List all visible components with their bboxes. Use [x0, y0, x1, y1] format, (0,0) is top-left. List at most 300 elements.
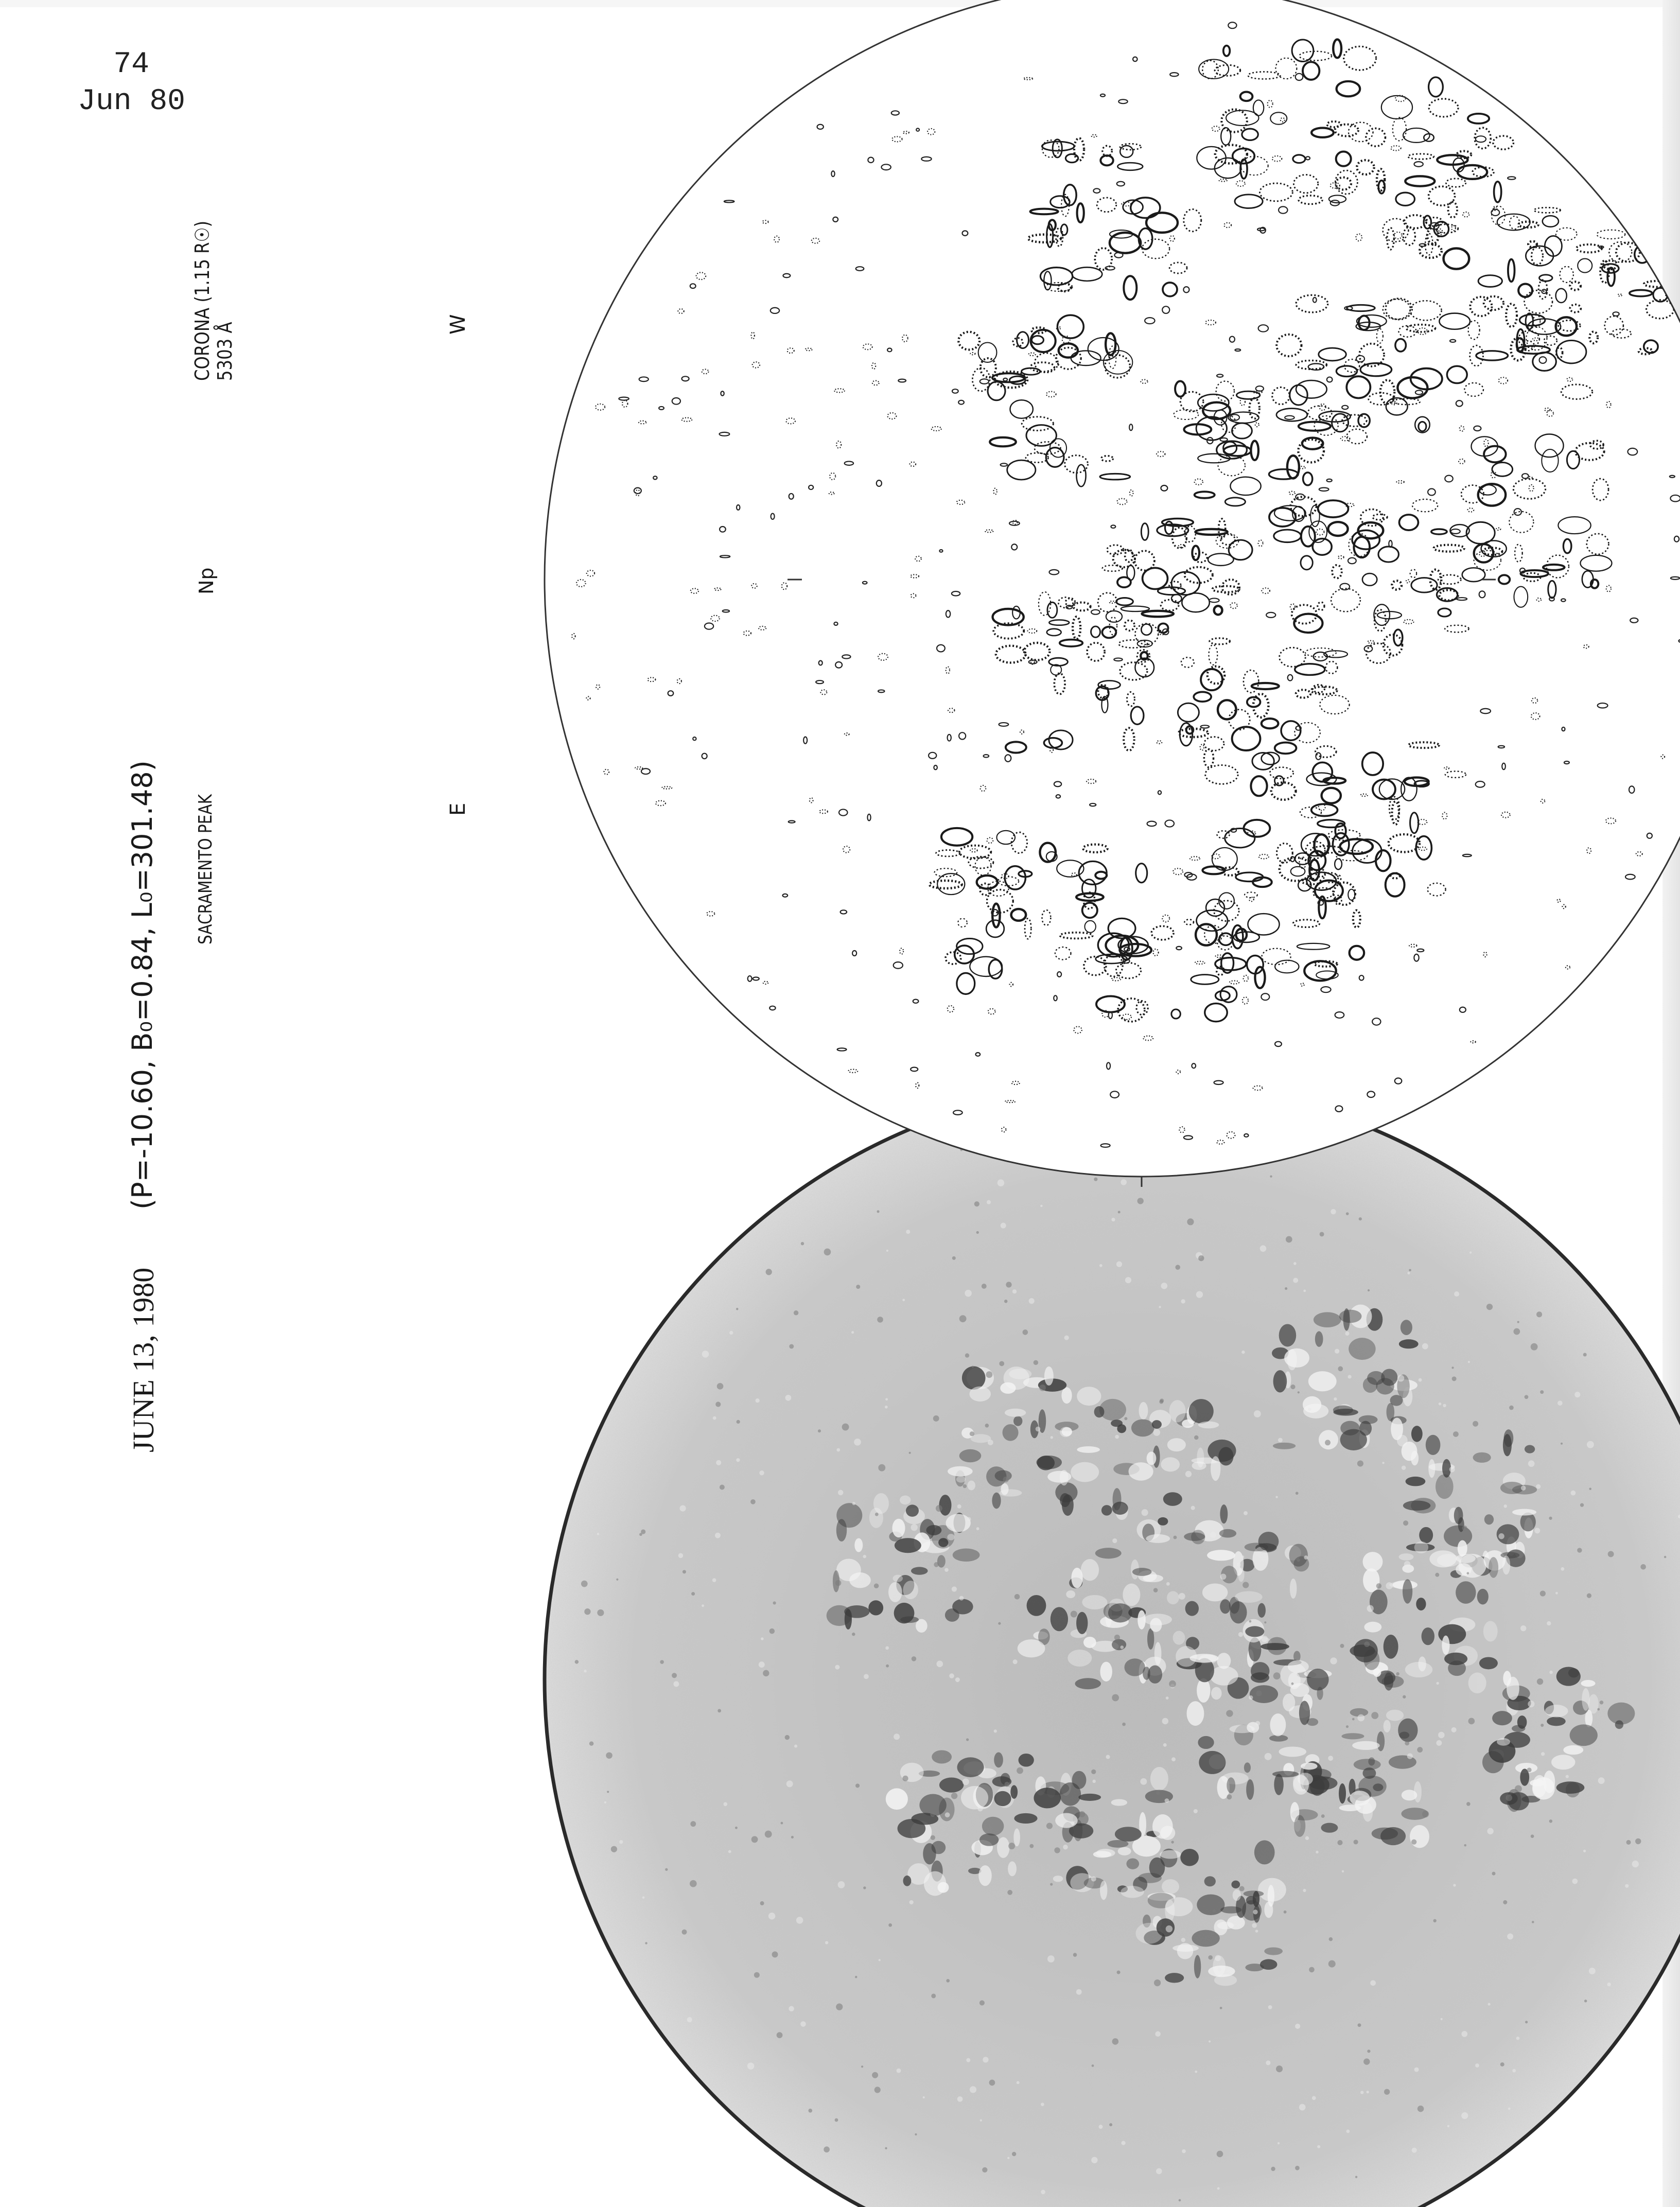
magnetic-network-speck: [1217, 2187, 1220, 2190]
magnetic-network-speck: [1325, 1440, 1331, 1445]
magnetic-network-speck: [1297, 1558, 1300, 1562]
magnetic-network-speck: [955, 1677, 960, 1682]
magnetic-network-speck: [920, 1836, 923, 1840]
bright-plus-patch: [1083, 1637, 1096, 1648]
dark-minus-patch: [1219, 1529, 1236, 1538]
bright-plus-patch: [1182, 1420, 1194, 1428]
bright-plus-patch: [1468, 1673, 1486, 1694]
magnetic-network-speck: [897, 2069, 901, 2073]
magnetic-network-speck: [1117, 1971, 1121, 1974]
bright-plus-patch: [1414, 1781, 1422, 1802]
bright-plus-patch: [1202, 1583, 1228, 1601]
magnetic-network-speck: [1181, 1938, 1185, 1942]
dark-minus-patch: [1403, 1500, 1430, 1511]
dark-minus-patch: [1350, 1644, 1375, 1657]
bright-plus-patch: [1071, 1462, 1099, 1482]
magnetic-network-speck: [1500, 2062, 1504, 2066]
dark-minus-patch: [1245, 1964, 1264, 1971]
magnetic-network-speck: [1163, 1743, 1167, 1747]
dark-minus-patch: [1147, 1628, 1154, 1650]
bright-plus-patch: [1081, 1559, 1099, 1581]
bright-plus-patch: [1373, 1668, 1381, 1677]
dark-minus-patch: [962, 1366, 986, 1389]
magnetic-network-speck: [1346, 2129, 1350, 2133]
bright-plus-patch: [1000, 1382, 1016, 1394]
dark-minus-patch: [1349, 1338, 1376, 1360]
magnetic-network-speck: [1166, 1925, 1172, 1932]
magnetic-network-speck: [855, 1976, 857, 1978]
magnetic-network-speck: [1154, 1980, 1161, 1986]
bright-plus-patch: [1410, 1825, 1429, 1848]
magnetic-network-speck: [1115, 1435, 1119, 1439]
bright-plus-patch: [1060, 1470, 1069, 1485]
magnetic-network-speck: [1187, 1218, 1194, 1225]
magnetic-network-speck: [1116, 1262, 1122, 1267]
magnetic-network-speck: [1255, 1930, 1258, 1933]
dark-minus-patch: [1163, 1492, 1182, 1506]
magnetic-network-speck: [691, 1592, 695, 1596]
bright-plus-patch: [1066, 1590, 1075, 1598]
magnetic-network-speck: [1358, 2023, 1361, 2027]
magnetic-network-speck: [1438, 1732, 1445, 1739]
magnetic-network-speck: [875, 1513, 879, 1516]
bright-plus-patch: [1198, 1422, 1219, 1429]
magnetic-network-speck: [789, 1344, 794, 1348]
magnetic-network-speck: [1367, 2091, 1369, 2093]
bright-plus-patch: [1352, 1741, 1380, 1750]
dark-minus-patch: [1013, 1416, 1022, 1426]
dark-minus-patch: [932, 1750, 952, 1763]
bright-plus-patch: [1551, 1755, 1575, 1770]
bright-plus-patch: [1008, 1861, 1017, 1876]
magnetic-network-speck: [1210, 1532, 1216, 1538]
bright-plus-patch: [1456, 1563, 1472, 1576]
dark-minus-patch: [1416, 1598, 1426, 1610]
dark-minus-patch: [926, 1525, 941, 1535]
bright-plus-patch: [1150, 1767, 1168, 1791]
dark-minus-patch: [1027, 1595, 1046, 1616]
magnetic-network-speck: [965, 1353, 969, 1357]
magnetic-network-speck: [1540, 1390, 1544, 1394]
magnetic-network-speck: [597, 1609, 604, 1616]
magnetic-network-speck: [1589, 1968, 1596, 1974]
bright-plus-patch: [1001, 1483, 1008, 1495]
magnetic-network-speck: [1371, 1712, 1378, 1719]
dark-minus-patch: [1339, 1310, 1362, 1323]
magnetic-network-speck: [1156, 1791, 1160, 1795]
magnetic-network-speck: [1194, 1809, 1198, 1813]
dark-minus-patch: [1191, 1530, 1205, 1544]
dark-minus-patch: [1112, 1639, 1126, 1651]
magnetic-network-speck: [1549, 1671, 1553, 1674]
magnetic-network-speck: [1017, 1767, 1023, 1774]
magnetic-network-speck: [936, 1661, 943, 1668]
magnetic-network-speck: [1436, 1682, 1439, 1685]
magnetic-network-speck: [773, 1601, 776, 1604]
magnetic-network-speck: [1439, 1403, 1442, 1406]
dark-minus-patch: [1299, 1701, 1310, 1725]
dark-minus-patch: [1607, 1703, 1635, 1725]
dark-minus-patch: [1307, 1669, 1328, 1691]
magnetic-network-speck: [1217, 2151, 1223, 2158]
magnetic-network-speck: [1324, 1387, 1328, 1391]
magnetic-network-speck: [886, 1250, 888, 1252]
bright-plus-patch: [892, 1519, 905, 1537]
bright-plus-patch: [1503, 1671, 1511, 1686]
ephemeris-params: (P=-10.60, B₀=0.84, L₀=301.48): [126, 760, 159, 1210]
magnetic-network-speck: [1536, 1484, 1541, 1489]
magnetic-network-speck: [1461, 2112, 1468, 2119]
magnetic-network-speck: [1466, 1572, 1469, 1574]
magnetic-network-speck: [1241, 1351, 1245, 1354]
magnetic-network-speck: [946, 1979, 950, 1983]
magnetic-network-speck: [1417, 2106, 1424, 2112]
magnetic-network-speck: [1433, 1919, 1436, 1922]
kitt-peak-magnetogram-disk: [545, 1082, 1680, 2207]
dark-minus-patch: [1556, 1667, 1581, 1686]
magnetic-network-speck: [989, 2080, 995, 2086]
dark-minus-patch: [1492, 1711, 1512, 1725]
magnetic-network-speck: [1036, 1427, 1041, 1432]
magnetic-network-speck: [842, 1424, 849, 1431]
dark-minus-patch: [1192, 1930, 1219, 1947]
dark-minus-patch: [1267, 1637, 1287, 1655]
magnetic-network-speck: [1166, 1582, 1170, 1586]
magnetic-network-speck: [575, 1660, 579, 1663]
magnetic-network-speck: [1195, 2071, 1197, 2073]
magnetic-network-speck: [1299, 2104, 1306, 2111]
magnetic-network-speck: [976, 1231, 979, 1234]
magnetic-network-speck: [1091, 1770, 1096, 1774]
magnetic-network-speck: [1525, 2021, 1528, 2023]
magnetic-network-speck: [987, 1200, 991, 1204]
magnetic-network-speck: [1122, 1723, 1126, 1726]
magnetic-network-speck: [949, 1673, 954, 1678]
magnetic-network-speck: [885, 1406, 888, 1409]
magnetic-network-speck: [1525, 1395, 1529, 1399]
magnetic-network-speck: [1241, 1555, 1245, 1558]
magnetic-network-speck: [1549, 1819, 1552, 1823]
magnetic-network-speck: [1527, 1767, 1532, 1772]
magnetic-network-speck: [1220, 2007, 1222, 2009]
bright-plus-patch: [1533, 1775, 1547, 1797]
dark-minus-patch: [1076, 1612, 1088, 1634]
bright-plus-patch: [1173, 1631, 1185, 1645]
bright-plus-patch: [948, 1466, 973, 1477]
dark-minus-patch: [1257, 1603, 1265, 1618]
magnetic-network-speck: [642, 1896, 645, 1899]
magnetic-network-speck: [1566, 1775, 1569, 1778]
magnetic-network-speck: [1265, 1753, 1272, 1760]
magnetic-network-speck: [737, 1420, 740, 1424]
magnetic-network-speck: [1589, 1487, 1591, 1490]
magnetic-network-speck: [931, 1993, 936, 1998]
dark-minus-patch: [845, 1609, 852, 1630]
magnetic-network-speck: [1397, 1375, 1404, 1381]
dark-minus-patch: [1126, 1858, 1139, 1869]
bright-plus-patch: [1077, 1387, 1101, 1406]
magnetic-network-speck: [1239, 1886, 1245, 1891]
bright-plus-patch: [869, 1508, 883, 1528]
magnetic-network-speck: [1382, 1462, 1384, 1464]
magnetic-network-speck: [1461, 2031, 1467, 2037]
bright-plus-patch: [1061, 1387, 1072, 1404]
magnetic-network-speck: [945, 1812, 950, 1817]
magnetic-network-speck: [1640, 1564, 1646, 1570]
dark-minus-patch: [1227, 1777, 1235, 1793]
bright-plus-patch: [1264, 1902, 1273, 1918]
bright-plus-patch: [1146, 1534, 1170, 1543]
magnetic-network-speck: [965, 1290, 972, 1297]
magnetic-network-speck: [1407, 1754, 1413, 1759]
magnetic-network-speck: [1284, 1911, 1287, 1914]
magnetic-network-speck: [1309, 1967, 1315, 1973]
magnetic-network-speck: [1580, 1503, 1584, 1507]
magnetic-network-speck: [1409, 1269, 1411, 1271]
dark-minus-patch: [1444, 1653, 1467, 1666]
dark-minus-patch: [1399, 1339, 1419, 1348]
magnetic-network-speck: [1262, 1636, 1268, 1642]
magnetic-network-speck: [1159, 1400, 1163, 1404]
magnetic-network-speck: [607, 1791, 609, 1793]
magnetic-network-speck: [1249, 1695, 1253, 1700]
magnetic-network-speck: [791, 1836, 794, 1838]
magnetic-network-speck: [1153, 1588, 1158, 1592]
magnetic-network-speck: [736, 1458, 740, 1462]
magnetic-network-speck: [1451, 1367, 1454, 1369]
dark-minus-patch: [1398, 1719, 1417, 1742]
magnetic-network-speck: [970, 2086, 976, 2093]
page-number: 74: [113, 48, 149, 81]
dark-minus-patch: [894, 1603, 915, 1623]
magnetic-network-speck: [874, 1583, 879, 1588]
dark-minus-patch: [1051, 1607, 1068, 1631]
magnetic-network-speck: [982, 1284, 987, 1289]
dark-minus-patch: [1230, 1601, 1247, 1623]
magnetic-network-speck: [1468, 1718, 1475, 1725]
magnetic-network-speck: [1532, 1921, 1534, 1923]
magnetic-network-speck: [1346, 1725, 1349, 1728]
magnetic-network-speck: [1001, 1223, 1006, 1229]
magnetic-network-speck: [861, 2065, 863, 2068]
dark-minus-patch: [959, 1449, 982, 1463]
dark-minus-patch: [1185, 1601, 1199, 1616]
magnetic-network-speck: [885, 2147, 887, 2149]
magnetic-network-speck: [1449, 1467, 1455, 1473]
dark-minus-patch: [868, 1600, 883, 1615]
magnetic-network-speck: [794, 1745, 797, 1748]
dark-minus-patch: [1399, 1732, 1409, 1739]
bright-plus-patch: [1189, 1654, 1218, 1662]
magnetic-network-speck: [1091, 1876, 1096, 1881]
magnetic-network-speck: [877, 1317, 883, 1323]
magnetic-network-speck: [1394, 1396, 1400, 1402]
dark-minus-patch: [953, 1549, 980, 1562]
magnetic-network-speck: [1468, 1361, 1470, 1363]
dark-minus-patch: [1165, 1973, 1184, 1983]
magnetic-network-speck: [1506, 1795, 1512, 1801]
magnetic-network-speck: [1303, 1889, 1306, 1892]
magnetic-network-speck: [786, 1780, 793, 1787]
magnetic-network-speck: [1296, 1492, 1299, 1495]
magnetic-network-speck: [1509, 1406, 1514, 1410]
magnetic-network-speck: [1452, 1376, 1457, 1381]
magnetic-network-speck: [824, 1249, 831, 1256]
magnetic-network-speck: [1598, 1777, 1605, 1784]
magnetic-network-speck: [1517, 1321, 1519, 1323]
magnetic-network-speck: [1555, 1592, 1558, 1595]
magnetic-network-speck: [1291, 1683, 1294, 1685]
dark-minus-patch: [1482, 1751, 1504, 1773]
magnetic-network-speck: [923, 2096, 925, 2098]
magnetic-network-speck: [772, 1951, 778, 1957]
magnetic-network-speck: [1348, 1375, 1352, 1378]
magnetic-network-speck: [979, 2000, 985, 2005]
magnetic-network-speck: [1447, 2125, 1449, 2127]
magnetic-network-speck: [838, 1490, 843, 1495]
dark-minus-patch: [1525, 1445, 1535, 1453]
magnetic-network-speck: [1635, 1838, 1641, 1844]
date-heading: JUNE 13, 1980: [127, 1267, 160, 1452]
magnetic-network-speck: [1194, 1435, 1198, 1440]
magnetic-network-speck: [1253, 1910, 1257, 1914]
bright-plus-patch: [1386, 1710, 1404, 1721]
magnetic-network-speck: [967, 1517, 971, 1521]
magnetic-network-speck: [777, 2032, 783, 2038]
magnetic-network-speck: [1012, 1289, 1017, 1293]
bright-plus-patch: [1391, 1417, 1403, 1440]
magnetic-network-speck: [1528, 1701, 1534, 1707]
magnetic-network-speck: [751, 1836, 758, 1843]
magnetic-network-speck: [1007, 1890, 1012, 1895]
magnetic-network-speck: [1140, 1778, 1147, 1785]
magnetic-network-speck: [988, 1440, 993, 1445]
magnetic-network-speck: [1367, 1605, 1374, 1612]
magnetic-network-speck: [885, 1646, 889, 1650]
magnetic-network-speck: [785, 1735, 790, 1740]
bright-plus-patch: [1483, 1621, 1498, 1641]
dark-minus-patch: [1246, 1779, 1254, 1800]
bright-plus-patch: [1137, 1610, 1146, 1630]
magnetic-network-speck: [985, 1424, 989, 1428]
bright-plus-patch: [1230, 1725, 1255, 1733]
dark-minus-patch: [939, 1798, 954, 1821]
bright-plus-patch: [1563, 1745, 1583, 1755]
magnetic-network-speck: [1076, 1989, 1082, 1995]
bright-plus-patch: [1100, 1662, 1112, 1681]
dark-minus-patch: [1403, 1579, 1412, 1603]
magnetic-network-speck: [1268, 2005, 1272, 2009]
dark-minus-patch: [1272, 1771, 1299, 1777]
magnetic-network-speck: [1165, 1798, 1169, 1803]
bright-plus-patch: [1287, 1349, 1297, 1370]
magnetic-network-speck: [584, 1670, 587, 1673]
magnetic-network-speck: [1124, 1417, 1127, 1420]
magnetic-network-speck: [1227, 1794, 1232, 1799]
dark-minus-patch: [923, 1843, 936, 1864]
dark-minus-patch: [1406, 1477, 1426, 1486]
magnetic-network-speck: [1209, 2040, 1211, 2042]
dark-minus-patch: [992, 1493, 1001, 1509]
magnetic-network-speck: [1064, 1336, 1069, 1340]
magnetic-network-speck: [768, 1913, 775, 1919]
plus-contour: [1653, 252, 1680, 271]
magnetic-network-speck: [720, 1485, 725, 1490]
dark-minus-patch: [939, 1777, 964, 1792]
bright-plus-patch: [1055, 1813, 1078, 1828]
magnetic-network-speck: [974, 1201, 979, 1206]
magnetic-network-speck: [604, 1801, 606, 1803]
magnetic-network-speck: [1169, 1680, 1176, 1688]
dark-minus-patch: [1075, 1678, 1101, 1689]
dark-minus-patch: [911, 1567, 928, 1574]
magnetic-network-speck: [836, 2004, 843, 2010]
dark-minus-patch: [1034, 1788, 1061, 1808]
magnetic-network-speck: [1520, 1625, 1526, 1631]
bright-plus-patch: [900, 1496, 911, 1505]
magnetic-network-speck: [756, 1398, 760, 1403]
magnetic-network-speck: [1023, 1329, 1028, 1335]
dark-minus-patch: [1436, 1474, 1454, 1499]
magnetic-network-speck: [1007, 2157, 1009, 2159]
bright-plus-patch: [1172, 1945, 1199, 1952]
corona-wavelength: 5303 Å: [213, 322, 236, 381]
dark-minus-patch: [1244, 1890, 1264, 1897]
dark-minus-patch: [1124, 1658, 1145, 1676]
magnetic-network-speck: [713, 1416, 716, 1420]
magnetic-network-speck: [1557, 1400, 1563, 1406]
magnetic-network-speck: [1328, 1960, 1336, 1968]
magnetic-network-speck: [1273, 1672, 1281, 1679]
bright-plus-patch: [1082, 1595, 1107, 1609]
magnetic-network-speck: [1213, 1910, 1216, 1913]
dark-minus-patch: [1019, 1754, 1034, 1767]
magnetic-network-speck: [999, 1361, 1004, 1366]
bright-plus-patch: [1197, 1447, 1204, 1467]
bright-plus-patch: [1270, 1713, 1286, 1736]
dark-minus-patch: [1231, 1881, 1240, 1888]
bright-plus-patch: [1207, 1550, 1235, 1561]
magnetic-network-speck: [1111, 1218, 1115, 1221]
magnetic-network-speck: [1330, 1657, 1337, 1664]
magnetic-network-speck: [665, 1868, 668, 1871]
bright-plus-patch: [1210, 1666, 1238, 1686]
magnetic-network-speck: [1208, 1955, 1213, 1960]
magnetic-network-speck: [1597, 1708, 1600, 1711]
magnetic-network-speck: [959, 1315, 967, 1322]
magnetic-network-speck: [863, 1555, 866, 1558]
dark-minus-patch: [1115, 1827, 1142, 1842]
magnetic-network-speck: [785, 1395, 792, 1401]
magnetic-network-speck: [1346, 1212, 1349, 1215]
bright-plus-patch: [1235, 1591, 1262, 1603]
dark-minus-patch: [1512, 1725, 1525, 1732]
magnetic-network-speck: [966, 2058, 970, 2062]
dark-minus-patch: [1273, 1370, 1287, 1392]
bright-plus-patch: [969, 1387, 991, 1402]
magnetic-network-speck: [766, 1269, 772, 1275]
magnetic-network-speck: [1503, 1504, 1507, 1508]
magnetic-network-speck: [800, 2021, 806, 2027]
magnetic-network-speck: [1357, 1460, 1363, 1466]
magnetic-network-speck: [1041, 2103, 1044, 2106]
magnetic-network-speck: [1254, 1410, 1261, 1417]
bright-plus-patch: [947, 1534, 955, 1540]
dark-minus-patch: [1315, 1331, 1323, 1346]
magnetic-network-speck: [1561, 1567, 1564, 1571]
bright-plus-patch: [1363, 1568, 1379, 1592]
bright-plus-patch: [1363, 1552, 1383, 1571]
